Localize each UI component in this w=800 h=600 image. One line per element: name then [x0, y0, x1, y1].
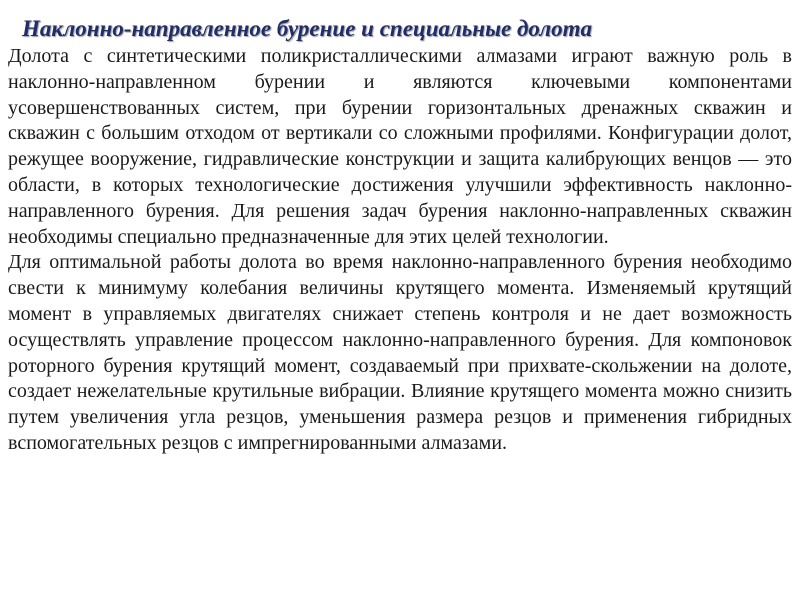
slide	[8, 14, 792, 457]
slide-title: Наклонно-направленное бурение и специальные долота	[22, 16, 593, 41]
body-paragraph-2: Для оптимальной работы долота во время наклонно-направленного бурения необходимо свести к минимуму колебания величины крутящего момента. Изменяемый крутящий момент в управляемых двигателях снижает степень контроля и не дает возможность осуществлять управление процессом наклонно-направленного бурения. Для компоновок роторного бурения крутящий момент, создаваемый при прихвате-скольжении на долоте, создает нежелательные крутильные вибрации. Влияние крутящего момента можно снизить путем увеличения угла резцов, уменьшения размера резцов и применения гибридных вспомогательных резцов с импрегнированными алмазами.	[8, 251, 792, 454]
body-paragraph-1: Долота с синтетическими поликристаллическими алмазами играют важную роль в наклонно-направленном бурении и являются ключевыми компонентами усовершенствованных систем, при бурении горизонтальных дренажных скважин и скважин с большим отходом от вертикали со сложными профилями. Конфигурации долот, режущее вооружение, гидравлические конструкции и защита калибрующих венцов — это области, в которых технологические достижения улучшили эффективность наклонно-направленного бурения. Для решения задач бурения наклонно-направленных скважин необходимы специально предназначенные для этих целей технологии.	[8, 45, 792, 248]
